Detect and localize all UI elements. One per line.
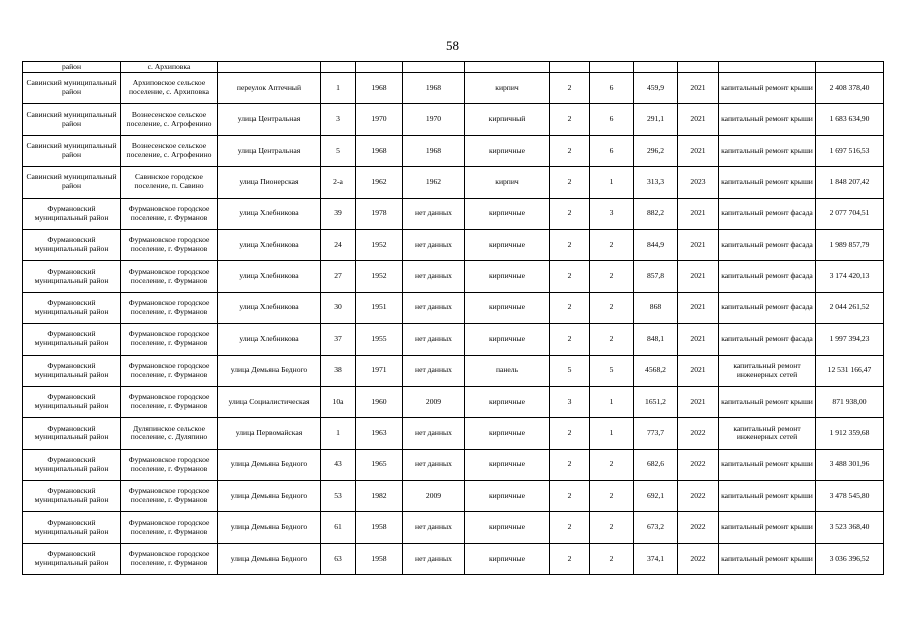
table-row [23, 135, 884, 166]
cell-commissioned: нет данных [403, 512, 465, 543]
cell-year: 2021 [678, 73, 719, 104]
table-row [23, 198, 884, 229]
cell-built: 1970 [356, 104, 403, 135]
cell-work: капитальный ремонт крыши [719, 543, 816, 574]
cell-wall: кирпичные [465, 543, 550, 574]
cell-street: улица Хлебникова [218, 261, 321, 292]
table-row [23, 229, 884, 260]
cell-street: улица Первомайская [218, 418, 321, 449]
table-row-continuation [23, 62, 884, 73]
cell-work: капитальный ремонт фасада [719, 229, 816, 260]
cell-house: 30 [321, 292, 356, 323]
cell-apartments: 2 [590, 292, 634, 323]
cell-area: 882,2 [634, 198, 678, 229]
cell-street: улица Демьяна Бедного [218, 449, 321, 480]
cell-floors: 2 [550, 73, 590, 104]
cell-street: улица Хлебникова [218, 292, 321, 323]
cell-district: Фурмановский муниципальный район [23, 512, 121, 543]
cell-house: 61 [321, 512, 356, 543]
cell-house: 1 [321, 418, 356, 449]
cell-wall: кирпич [465, 73, 550, 104]
cell-commissioned: нет данных [403, 449, 465, 480]
cell-cost: 1 697 516,53 [816, 135, 884, 166]
cell-cost: 3 478 545,80 [816, 481, 884, 512]
cell-district: Фурмановский муниципальный район [23, 292, 121, 323]
cell-street: улица Хлебникова [218, 324, 321, 355]
cell-commissioned: 1968 [403, 135, 465, 166]
cell-settlement: Фурмановское городское поселение, г. Фурманов [121, 261, 218, 292]
cell-commissioned: нет данных [403, 355, 465, 386]
cell-built [356, 62, 403, 73]
cell-apartments: 1 [590, 167, 634, 198]
cell-house: 39 [321, 198, 356, 229]
cell-settlement: Фурмановское городское поселение, г. Фурманов [121, 543, 218, 574]
cell-area: 374,1 [634, 543, 678, 574]
cell-floors: 2 [550, 167, 590, 198]
cell-work: капитальный ремонт крыши [719, 73, 816, 104]
cell-settlement: Фурмановское городское поселение, г. Фурманов [121, 292, 218, 323]
cell-wall: кирпичные [465, 261, 550, 292]
cell-district: Фурмановский муниципальный район [23, 324, 121, 355]
cell-commissioned: 1962 [403, 167, 465, 198]
cell-year: 2022 [678, 418, 719, 449]
cell-settlement: Фурмановское городское поселение, г. Фурманов [121, 449, 218, 480]
cell-street: улица Хлебникова [218, 198, 321, 229]
table-row [23, 167, 884, 198]
cell-commissioned: 2009 [403, 386, 465, 417]
table-row [23, 449, 884, 480]
cell-apartments: 2 [590, 324, 634, 355]
cell-settlement: Вознесенское сельское поселение, с. Агрофенино [121, 104, 218, 135]
cell-cost: 3 174 420,13 [816, 261, 884, 292]
cell-area: 692,1 [634, 481, 678, 512]
cell-district: Фурмановский муниципальный район [23, 198, 121, 229]
cell-commissioned: нет данных [403, 418, 465, 449]
cell-cost: 1 989 857,79 [816, 229, 884, 260]
cell-apartments: 3 [590, 198, 634, 229]
housing-registry-table [22, 61, 884, 575]
cell-street: улица Центральная [218, 104, 321, 135]
cell-floors: 2 [550, 418, 590, 449]
cell-apartments: 2 [590, 481, 634, 512]
cell-built: 1978 [356, 198, 403, 229]
cell-area: 682,6 [634, 449, 678, 480]
cell-work [719, 62, 816, 73]
cell-work: капитальный ремонт инженерных сетей [719, 355, 816, 386]
cell-wall: кирпичные [465, 292, 550, 323]
cell-year: 2021 [678, 324, 719, 355]
cell-apartments: 2 [590, 543, 634, 574]
cell-wall [465, 62, 550, 73]
cell-district: Фурмановский муниципальный район [23, 386, 121, 417]
cell-work: капитальный ремонт крыши [719, 386, 816, 417]
cell-area: 1651,2 [634, 386, 678, 417]
cell-settlement: Фурмановское городское поселение, г. Фурманов [121, 386, 218, 417]
table-row [23, 543, 884, 574]
cell-built: 1951 [356, 292, 403, 323]
cell-house: 24 [321, 229, 356, 260]
cell-district: Фурмановский муниципальный район [23, 543, 121, 574]
cell-year: 2021 [678, 229, 719, 260]
cell-floors: 3 [550, 386, 590, 417]
cell-wall: кирпичные [465, 229, 550, 260]
cell-district: Савинский муниципальный район [23, 73, 121, 104]
cell-cost [816, 62, 884, 73]
cell-floors: 2 [550, 135, 590, 166]
cell-year: 2021 [678, 198, 719, 229]
cell-cost: 2 077 704,51 [816, 198, 884, 229]
cell-street: улица Демьяна Бедного [218, 512, 321, 543]
cell-built: 1952 [356, 229, 403, 260]
cell-settlement: Фурмановское городское поселение, г. Фурманов [121, 355, 218, 386]
cell-floors: 2 [550, 324, 590, 355]
cell-house: 3 [321, 104, 356, 135]
cell-floors: 2 [550, 292, 590, 323]
cell-work: капитальный ремонт фасада [719, 261, 816, 292]
cell-area: 313,3 [634, 167, 678, 198]
table-row [23, 418, 884, 449]
cell-settlement: Дуляпинское сельское поселение, с. Дуляпино [121, 418, 218, 449]
table-row [23, 481, 884, 512]
cell-street: улица Социалистическая [218, 386, 321, 417]
cell-wall: кирпичный [465, 104, 550, 135]
cell-district: Савинский муниципальный район [23, 135, 121, 166]
cell-district: район [23, 62, 121, 73]
cell-floors: 2 [550, 229, 590, 260]
cell-house: 37 [321, 324, 356, 355]
cell-work: капитальный ремонт крыши [719, 135, 816, 166]
cell-commissioned: нет данных [403, 261, 465, 292]
cell-cost: 1 997 394,23 [816, 324, 884, 355]
cell-apartments: 6 [590, 104, 634, 135]
cell-settlement: Фурмановское городское поселение, г. Фурманов [121, 229, 218, 260]
cell-area: 773,7 [634, 418, 678, 449]
cell-floors: 2 [550, 481, 590, 512]
cell-area: 868 [634, 292, 678, 323]
cell-year: 2022 [678, 481, 719, 512]
cell-floors: 2 [550, 543, 590, 574]
cell-wall: кирпичные [465, 135, 550, 166]
table-row [23, 324, 884, 355]
cell-built: 1971 [356, 355, 403, 386]
cell-cost: 3 036 396,52 [816, 543, 884, 574]
cell-year: 2021 [678, 104, 719, 135]
cell-area: 844,9 [634, 229, 678, 260]
cell-apartments: 2 [590, 512, 634, 543]
cell-area: 857,8 [634, 261, 678, 292]
cell-district: Фурмановский муниципальный район [23, 449, 121, 480]
cell-year: 2023 [678, 167, 719, 198]
cell-work: капитальный ремонт фасада [719, 292, 816, 323]
cell-commissioned: 1968 [403, 73, 465, 104]
cell-cost: 1 912 359,68 [816, 418, 884, 449]
cell-floors: 2 [550, 261, 590, 292]
cell-district: Фурмановский муниципальный район [23, 229, 121, 260]
cell-built: 1958 [356, 543, 403, 574]
table-row [23, 261, 884, 292]
cell-house: 27 [321, 261, 356, 292]
cell-apartments: 6 [590, 135, 634, 166]
cell-apartments: 5 [590, 355, 634, 386]
cell-built: 1955 [356, 324, 403, 355]
table-row [23, 386, 884, 417]
cell-commissioned: нет данных [403, 198, 465, 229]
cell-built: 1960 [356, 386, 403, 417]
cell-year: 2022 [678, 512, 719, 543]
cell-commissioned: нет данных [403, 543, 465, 574]
cell-cost: 2 044 261,52 [816, 292, 884, 323]
cell-year: 2021 [678, 292, 719, 323]
cell-commissioned: нет данных [403, 229, 465, 260]
table-row [23, 104, 884, 135]
cell-settlement: Фурмановское городское поселение, г. Фурманов [121, 324, 218, 355]
cell-cost: 2 408 378,40 [816, 73, 884, 104]
cell-street: переулок Аптечный [218, 73, 321, 104]
cell-house [321, 62, 356, 73]
cell-cost: 3 523 368,40 [816, 512, 884, 543]
cell-area: 459,9 [634, 73, 678, 104]
cell-settlement: Фурмановское городское поселение, г. Фурманов [121, 512, 218, 543]
cell-area: 291,1 [634, 104, 678, 135]
cell-district: Фурмановский муниципальный район [23, 481, 121, 512]
cell-work: капитальный ремонт крыши [719, 481, 816, 512]
cell-built: 1958 [356, 512, 403, 543]
cell-settlement: Вознесенское сельское поселение, с. Агрофенино [121, 135, 218, 166]
cell-wall: панель [465, 355, 550, 386]
cell-floors: 2 [550, 449, 590, 480]
page-number: 58 [446, 38, 459, 53]
table-row [23, 73, 884, 104]
cell-floors [550, 62, 590, 73]
cell-year: 2021 [678, 135, 719, 166]
cell-commissioned: нет данных [403, 292, 465, 323]
cell-area: 296,2 [634, 135, 678, 166]
cell-built: 1968 [356, 73, 403, 104]
cell-district: Фурмановский муниципальный район [23, 418, 121, 449]
cell-apartments: 2 [590, 229, 634, 260]
cell-built: 1968 [356, 135, 403, 166]
table-row [23, 512, 884, 543]
cell-apartments: 2 [590, 261, 634, 292]
cell-wall: кирпичные [465, 386, 550, 417]
cell-street: улица Демьяна Бедного [218, 481, 321, 512]
cell-cost: 3 488 301,96 [816, 449, 884, 480]
cell-work: капитальный ремонт фасада [719, 198, 816, 229]
cell-cost: 1 848 207,42 [816, 167, 884, 198]
cell-house: 38 [321, 355, 356, 386]
cell-work: капитальный ремонт крыши [719, 104, 816, 135]
cell-district: Фурмановский муниципальный район [23, 355, 121, 386]
cell-built: 1952 [356, 261, 403, 292]
cell-street: улица Демьяна Бедного [218, 355, 321, 386]
cell-street: улица Центральная [218, 135, 321, 166]
cell-apartments: 6 [590, 73, 634, 104]
cell-built: 1982 [356, 481, 403, 512]
cell-commissioned: 2009 [403, 481, 465, 512]
cell-area: 848,1 [634, 324, 678, 355]
cell-street: улица Пионерская [218, 167, 321, 198]
cell-district: Савинский муниципальный район [23, 104, 121, 135]
cell-commissioned: нет данных [403, 324, 465, 355]
cell-cost: 871 938,00 [816, 386, 884, 417]
cell-house: 2-а [321, 167, 356, 198]
cell-house: 1 [321, 73, 356, 104]
cell-cost: 12 531 166,47 [816, 355, 884, 386]
cell-year: 2021 [678, 355, 719, 386]
cell-floors: 2 [550, 512, 590, 543]
cell-house: 10а [321, 386, 356, 417]
cell-apartments: 1 [590, 418, 634, 449]
cell-district: Савинский муниципальный район [23, 167, 121, 198]
cell-work: капитальный ремонт крыши [719, 449, 816, 480]
cell-apartments: 2 [590, 449, 634, 480]
cell-settlement: с. Архиповка [121, 62, 218, 73]
cell-wall: кирпичные [465, 449, 550, 480]
cell-wall: кирпичные [465, 481, 550, 512]
cell-apartments: 1 [590, 386, 634, 417]
cell-district: Фурмановский муниципальный район [23, 261, 121, 292]
cell-area: 4568,2 [634, 355, 678, 386]
cell-year: 2022 [678, 449, 719, 480]
cell-floors: 5 [550, 355, 590, 386]
cell-wall: кирпичные [465, 512, 550, 543]
cell-house: 5 [321, 135, 356, 166]
cell-settlement: Савинское городское поселение, п. Савино [121, 167, 218, 198]
cell-settlement: Фурмановское городское поселение, г. Фурманов [121, 481, 218, 512]
cell-wall: кирпичные [465, 324, 550, 355]
table-row [23, 292, 884, 323]
cell-cost: 1 683 634,90 [816, 104, 884, 135]
cell-year: 2021 [678, 261, 719, 292]
cell-year: 2022 [678, 543, 719, 574]
cell-work: капитальный ремонт фасада [719, 324, 816, 355]
cell-wall: кирпичные [465, 198, 550, 229]
cell-area: 673,2 [634, 512, 678, 543]
cell-built: 1965 [356, 449, 403, 480]
table-body [23, 62, 884, 575]
cell-wall: кирпичные [465, 418, 550, 449]
cell-year: 2021 [678, 386, 719, 417]
cell-street: улица Хлебникова [218, 229, 321, 260]
cell-built: 1963 [356, 418, 403, 449]
cell-apartments [590, 62, 634, 73]
cell-work: капитальный ремонт инженерных сетей [719, 418, 816, 449]
cell-year [678, 62, 719, 73]
cell-settlement: Фурмановское городское поселение, г. Фурманов [121, 198, 218, 229]
cell-house: 63 [321, 543, 356, 574]
cell-settlement: Архиповское сельское поселение, с. Архиповка [121, 73, 218, 104]
cell-built: 1962 [356, 167, 403, 198]
cell-street [218, 62, 321, 73]
cell-house: 43 [321, 449, 356, 480]
cell-commissioned [403, 62, 465, 73]
cell-wall: кирпич [465, 167, 550, 198]
cell-floors: 2 [550, 104, 590, 135]
cell-work: капитальный ремонт крыши [719, 167, 816, 198]
cell-house: 53 [321, 481, 356, 512]
cell-street: улица Демьяна Бедного [218, 543, 321, 574]
cell-area [634, 62, 678, 73]
cell-commissioned: 1970 [403, 104, 465, 135]
cell-floors: 2 [550, 198, 590, 229]
table-row [23, 355, 884, 386]
cell-work: капитальный ремонт крыши [719, 512, 816, 543]
